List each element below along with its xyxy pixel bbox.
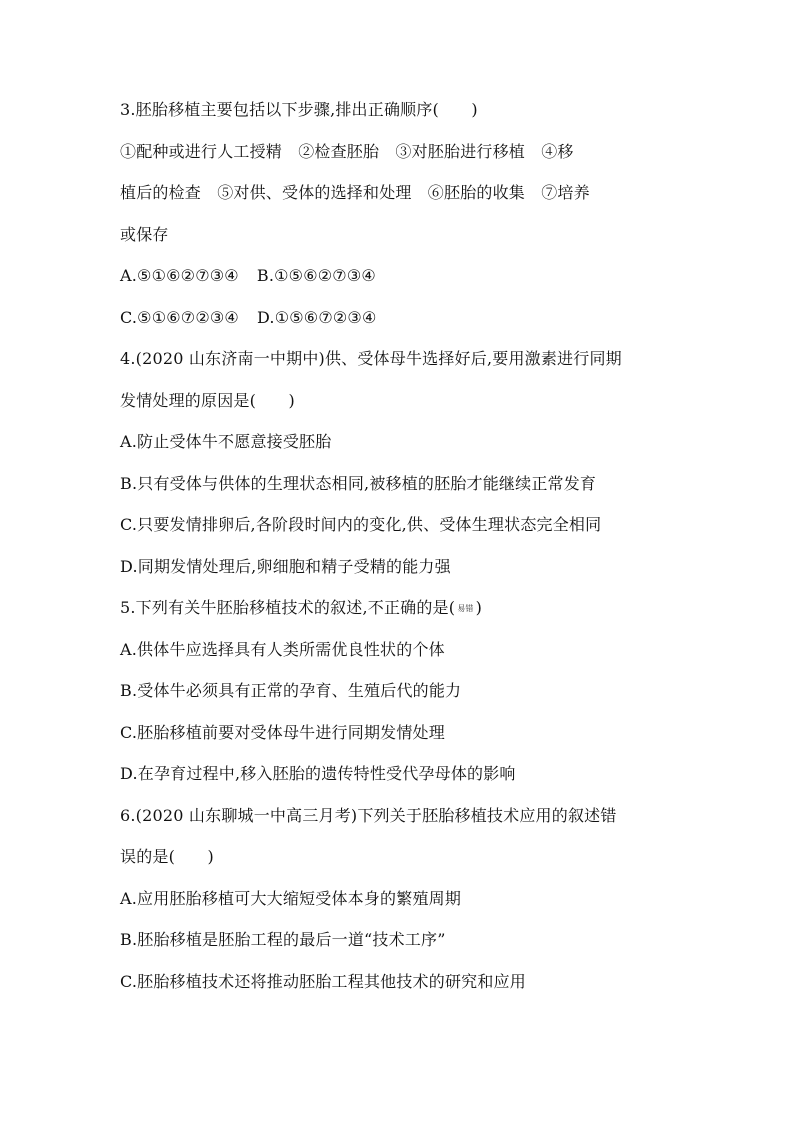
q6-option-c: C.胚胎移植技术还将推动胚胎工程其他技术的研究和应用 xyxy=(120,971,526,991)
q4-option-b: B.只有受体与供体的生理状态相同,被移植的胚胎才能继续正常发育 xyxy=(120,473,597,493)
q5-option-a: A.供体牛应选择具有人类所需优良性状的个体 xyxy=(120,639,445,659)
q3-option-b: B.①⑤⑥②⑦③④ xyxy=(256,266,376,285)
q5-stem-text: 5.下列有关牛胚胎移植技术的叙述,不正确的是( xyxy=(120,598,456,617)
q3-steps-line-1: ①配种或进行人工授精 ②检查胚胎 ③对胚胎进行移植 ④移 xyxy=(120,141,574,161)
q5-difficulty-tag: 易错 xyxy=(457,604,474,613)
q6-stem-line-1: 6.(2020 山东聊城一中高三月考)下列关于胚胎移植技术应用的叙述错 xyxy=(120,805,617,825)
q3-option-c: C.⑤①⑥⑦②③④ xyxy=(120,307,239,327)
q4-option-a: A.防止受体牛不愿意接受胚胎 xyxy=(120,432,332,451)
q4-stem-line-2: 发情处理的原因是( ) xyxy=(120,390,295,410)
q6-stem-line-2: 误的是( ) xyxy=(120,847,214,866)
document-page xyxy=(120,100,680,1013)
q5-option-b: B.受体牛必须具有正常的孕育、生殖后代的能力 xyxy=(120,681,462,700)
q6-option-b: B.胚胎移植是胚胎工程的最后一道“技术工序” xyxy=(120,930,446,949)
q4-option-d: D.同期发情处理后,卵细胞和精子受精的能力强 xyxy=(120,556,451,576)
q3-stem: 3.胚胎移植主要包括以下步骤,排出正确顺序( ) xyxy=(120,100,478,119)
q3-options-row-1 xyxy=(120,266,680,286)
q3-steps-line-3: 或保存 xyxy=(120,224,169,244)
q3-steps-line-2: 植后的检查 ⑤对供、受体的选择和处理 ⑥胚胎的收集 ⑦培养 xyxy=(120,183,590,202)
q3-option-d: D.①⑤⑥⑦②③④ xyxy=(256,307,377,327)
q3-options-row-2 xyxy=(120,308,680,328)
q3-option-a: A.⑤①⑥②⑦③④ xyxy=(120,266,239,285)
q6-option-a: A.应用胚胎移植可大大缩短受体本身的繁殖周期 xyxy=(120,888,462,908)
q5-option-d: D.在孕育过程中,移入胚胎的遗传特性受代孕母体的影响 xyxy=(120,764,516,783)
q4-option-c: C.只要发情排卵后,各阶段时间内的变化,供、受体生理状态完全相同 xyxy=(120,515,602,534)
q5-stem-close: ) xyxy=(475,598,483,617)
q5-option-c: C.胚胎移植前要对受体母牛进行同期发情处理 xyxy=(120,722,445,742)
q5-stem xyxy=(120,598,680,618)
q4-stem-line-1: 4.(2020 山东济南一中期中)供、受体母牛选择好后,要用激素进行同期 xyxy=(120,349,622,368)
